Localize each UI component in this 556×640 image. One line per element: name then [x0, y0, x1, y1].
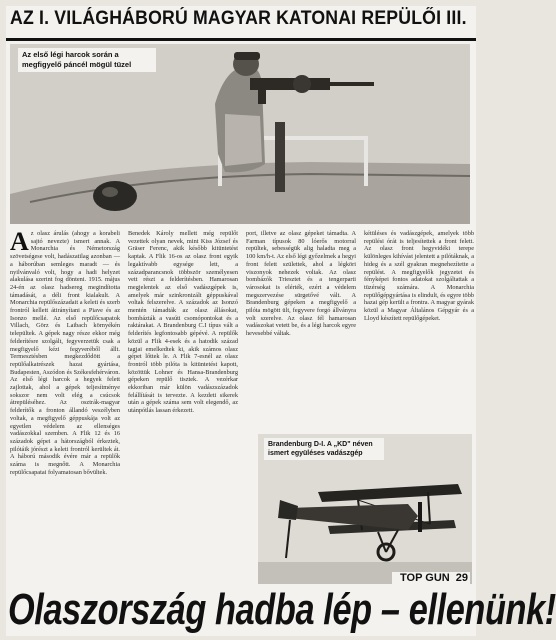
article-column-2	[128, 230, 238, 582]
page-header	[6, 6, 476, 41]
brandenburg-plane-photo	[258, 434, 472, 584]
column-4-text: kétüléses és vadászgépek, amelyek több repülési órát is teljesítettek a front felett. Az olasz front hegyvidéki terepe különleges kihívást jelentett a pilótáknak, a hideg és a szél gyakran megnehezítette a repülést. A megfigyelők jegyzetei és fényképei fontos adatokat szolgáltattak a tüzérség számára. A Monarchia repülőgépgyártása is elindult, és egyre több hazai gép került a frontra. A magyar gyárak közül a Magyar Általános Gépgyár és a Lloyd készített repülőgépeket.	[364, 230, 474, 322]
drop-cap: A	[10, 227, 29, 256]
article-column-3	[246, 230, 356, 430]
article-column-4	[364, 230, 474, 430]
headline-text: Olaszország hadba lép – ellenünk!	[8, 585, 556, 634]
plane-photo-caption: Brandenburg D-I. A „KD" néven ismert együléses vadászgép	[264, 438, 384, 460]
page-number: 29	[455, 572, 468, 584]
article-column-1	[10, 227, 120, 582]
column-1-text: z olasz árulás (ahogy a korabeli sajtó nevezte) ismert annak. A Monarchia és Németország szövetségese volt, hadászatilag azonban — a háborúban semleges maradt — és nyilvánvaló volt, hogy a hadi helyzet alakulása szerint fog dönteni. 1915. május 24-én az olasz hadsereg megindította támadását, a déli front kialakult. A Monarchia repülőszázadait a keleti és szerb frontról kellett átirányítani a Piave és az Isonzo mellé. Az első repülőcsapatok Villach, Görz és Laibach környékén települtek. A gépek nagy része ekkor még felderítésre szolgált, fegyverzetük csak a megfigyelő kézi fegyveréből állt. Termesztésben megkezdődött a repülőalkatrészek hazai gyártása, Budapesten, Aszódon és Székesfehérváron. Az első légi harcok a hegyek felett zajlottak, ahol a gépek teljesítménye sokszor nem volt elég a csúcsok átrepüléséhez. Az osztrák-magyar felderítők a fronton állandó veszélyben voltak, a megfigyelő géppuskája volt az egyetlen védelem az ellenséges vadászokkal szemben. A Flik 12 és 16 századok gépei a hátországból érkeztek, pilótáik jórészt a keleti frontról kerültek át. A háború második évére már a repülők száma is megnőtt. A Monarchia repülőcsapatai folyamatosan bővültek.	[10, 230, 120, 476]
magazine-page	[6, 6, 556, 636]
column-3-text: port, illetve az olasz gépeket támadta. A Farman típusok 80 lóerős motorral repültek, sebességük alig haladta meg a 100 km/h-t. Az első légi győzelmek a hegyi front felett születtek, ahol a légköri viszonyok nehezek voltak. Az olasz bombázók Triesztet és a tengerparti városokat is elérték, ezért a védelem megszervezése sürgetővé vált. A Brandenburg gépeken a megfigyelő a pilóta mögött ült, fegyvere forgó állványra volt szerelve. Az olasz fél hamarosan vadászokat vetett be, és a légi harcok egyre hevesebbé váltak.	[246, 230, 356, 338]
column-2-text: Benedek Károly mellett még repülőt vezettek olyan nevek, mint Kiss József és Gräser Ferenc, akik később kitüntetést kaptak. A Flik 16-os az olasz front egyik legaktívabb egysége lett, a századparancsnok többször személyesen vett részt a felderítésben. Hamarosan megjelentek az első vadászgépek is, amelyek már szinkronizált géppuskával voltak felszerelve. A századok az Isonzó mentén támadták az olasz állásokat, bombázták a vasúti csomópontokat és a raktárakat. A Brandenburg C.I típus vált a felderítés legfontosabb gépévé. A repülők közül a Flik 4-esek és a hatodik század tagjai emelkedtek ki, akik számos olasz gépet lőttek le. A Flik 7-esnél az olasz frontról több pilóta is kitüntetést kapott, közöttük Lohner és Hansa-Brandenburg gépeken repülő tisztek. A vezérkar ekkoriban már külön vadászszázadok felállítását is tervezte. A kezdeti sikerek után a gépek száma sem volt elegendő, az utánpótlás lassan érkezett.	[128, 230, 238, 415]
bottom-headline	[6, 585, 556, 636]
top-photo-caption: Az első légi harcok során a megfigyelő páncél mögül tüzel	[18, 48, 156, 72]
page-footer	[392, 572, 470, 584]
page-title: AZ I. VILÁGHÁBORÚ MAGYAR KATONAI REPÜLŐI III.	[10, 8, 467, 29]
soldier-machine-gun-photo	[10, 44, 470, 224]
magazine-name: TOP GUN	[400, 572, 450, 584]
